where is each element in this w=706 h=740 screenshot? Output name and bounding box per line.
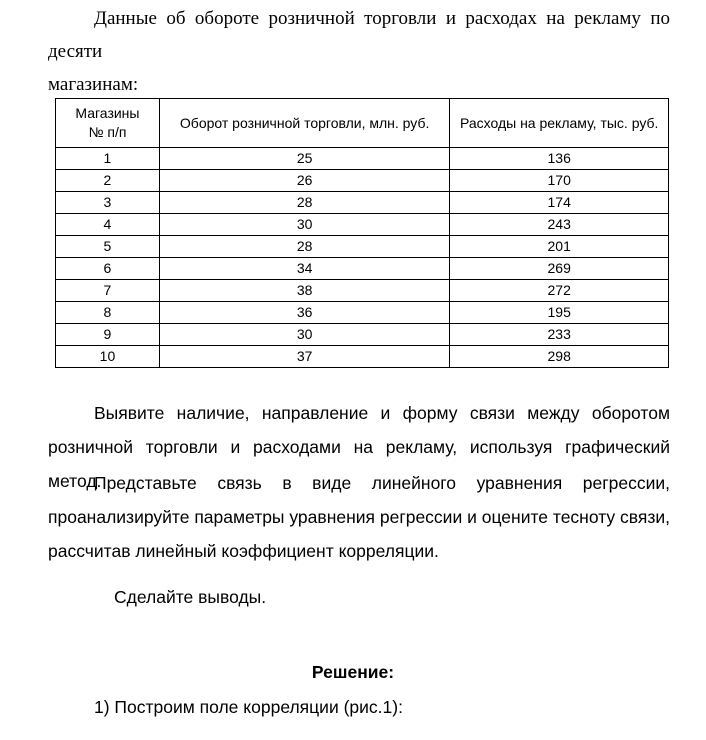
cell-advertising: 272 [450, 280, 669, 302]
cell-turnover: 26 [159, 170, 449, 192]
cell-turnover: 28 [159, 236, 449, 258]
cell-store: 1 [56, 148, 160, 170]
intro-paragraph [48, 2, 670, 101]
cell-turnover: 30 [159, 324, 449, 346]
cell-store: 2 [56, 170, 160, 192]
cell-store: 10 [56, 346, 160, 368]
intro-line-2: магазинам: [48, 74, 139, 95]
cell-turnover: 25 [159, 148, 449, 170]
data-table [55, 98, 669, 368]
table-row [56, 236, 669, 258]
task-p2-line-1: Представьте связь в виде линейного уравнения регрессии, [94, 473, 670, 493]
solution-step-1: 1) Построим поле корреляции (рис.1): [94, 697, 403, 717]
table-row [56, 192, 669, 214]
cell-store: 8 [56, 302, 160, 324]
header-turnover: Оборот розничной торговли, млн. руб. [159, 99, 449, 148]
cell-advertising: 201 [450, 236, 669, 258]
table-row [56, 280, 669, 302]
cell-advertising: 174 [450, 192, 669, 214]
cell-turnover: 34 [159, 258, 449, 280]
table-header-row [56, 99, 669, 148]
cell-store: 3 [56, 192, 160, 214]
conclusion-instruction: Сделайте выводы. [114, 587, 267, 607]
table-row [56, 148, 669, 170]
cell-turnover: 36 [159, 302, 449, 324]
cell-turnover: 28 [159, 192, 449, 214]
table-row [56, 214, 669, 236]
cell-turnover: 30 [159, 214, 449, 236]
table-row [56, 346, 669, 368]
task-p2-line-3: рассчитав линейный коэффициент корреляции. [48, 541, 439, 561]
cell-store: 4 [56, 214, 160, 236]
cell-turnover: 38 [159, 280, 449, 302]
task-p2-line-2: проанализируйте параметры уравнения регрессии и оцените тесноту связи, [48, 507, 671, 527]
cell-advertising: 195 [450, 302, 669, 324]
header-advertising: Расходы на рекламу, тыс. руб. [450, 99, 669, 148]
task-p1-line-1: Выявите наличие, направление и форму связи между оборотом [94, 403, 670, 423]
cell-advertising: 269 [450, 258, 669, 280]
table-row [56, 324, 669, 346]
table-row [56, 302, 669, 324]
solution-heading: Решение: [311, 662, 395, 682]
cell-turnover: 37 [159, 346, 449, 368]
cell-advertising: 136 [450, 148, 669, 170]
task-paragraph-2 [48, 466, 670, 568]
header-store-line-1: Магазины [75, 105, 140, 121]
table-row [56, 170, 669, 192]
cell-store: 6 [56, 258, 160, 280]
task-p1-line-2: розничной торговли и расходами на рекламу, используя графический метод. [48, 437, 670, 491]
cell-store: 7 [56, 280, 160, 302]
cell-advertising: 233 [450, 324, 669, 346]
cell-store: 9 [56, 324, 160, 346]
cell-advertising: 243 [450, 214, 669, 236]
header-store-line-2: № п/п [88, 124, 127, 140]
table-row [56, 258, 669, 280]
cell-store: 5 [56, 236, 160, 258]
cell-advertising: 298 [450, 346, 669, 368]
cell-advertising: 170 [450, 170, 669, 192]
intro-line-1: Данные об обороте розничной торговли и расходах на рекламу по десяти [48, 8, 670, 62]
header-store-number [56, 99, 160, 148]
